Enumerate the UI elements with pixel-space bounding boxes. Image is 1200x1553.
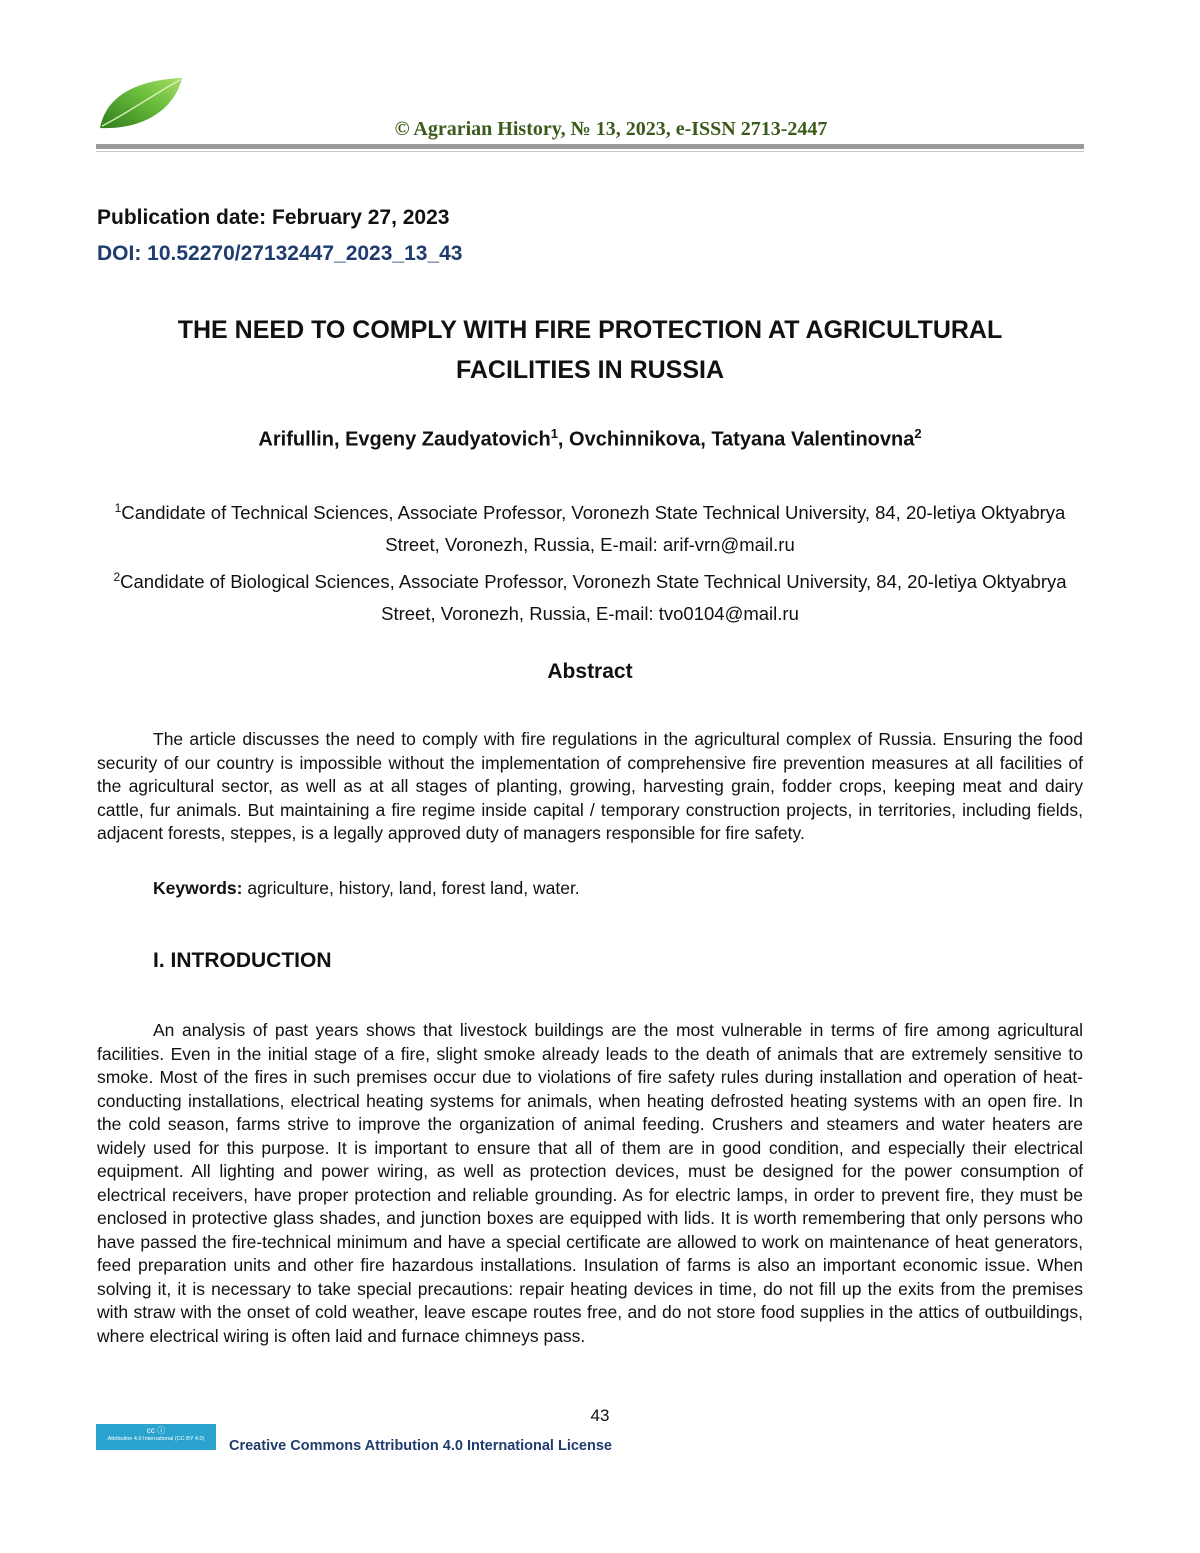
abstract-heading: Abstract xyxy=(547,660,633,683)
abstract-text: The article discusses the need to comply with fire regulations in the agricultural complex of Russia. Ensuring the food security of our country is impossible without the implementation of comprehensive fire prevention measures at all facilities of the agricultural sector, as well as at all stages of planting, growing, harvesting grain, fodder crops, keeping meat and dairy cattle, fur animals. But maintaining a fire regime inside capital / temporary construction projects, in territories, including fields, adjacent forests, steppes, is a legally approved duty of managers responsible for fire safety. xyxy=(97,729,1083,843)
keywords-label: Keywords: xyxy=(153,878,243,898)
header-rule xyxy=(96,144,1084,149)
affiliations xyxy=(100,492,1080,630)
affiliation-marker: 1 xyxy=(114,501,122,515)
author-affiliation-marker: 2 xyxy=(914,426,922,441)
affiliation xyxy=(100,492,1080,561)
author-name: Ovchinnikova, Tatyana Valentinovna xyxy=(569,428,915,451)
author-separator: , xyxy=(557,428,570,451)
paper-title: THE NEED TO COMPLY WITH FIRE PROTECTION AT AGRICULTURAL FACILITIES IN RUSSIA xyxy=(177,316,1003,384)
affiliation xyxy=(100,561,1080,630)
author-name: Arifullin, Evgeny Zaudyatovich xyxy=(258,428,551,451)
cc-badge-text: Attribution 4.0 International (CC BY 4.0) xyxy=(107,1436,205,1442)
header-rule-thin xyxy=(96,151,1084,152)
license-link[interactable]: Creative Commons Attribution 4.0 International License xyxy=(229,1438,612,1454)
cc-by-icon: cc ⓘ xyxy=(146,1426,166,1435)
author-list xyxy=(0,426,1180,452)
keywords xyxy=(153,878,580,899)
keywords-text: agriculture, history, land, forest land, water. xyxy=(242,878,580,898)
affiliation-text: Candidate of Technical Sciences, Associate Professor, Voronezh State Technical University, 84, 20-letiya Oktyabrya Street, Voronezh, Russia, E-mail: arif-vrn@mail.ru xyxy=(121,502,1066,556)
publication-date: Publication date: February 27, 2023 xyxy=(97,206,450,229)
affiliation-marker: 2 xyxy=(113,570,121,585)
author-affiliation-marker: 1 xyxy=(550,426,558,441)
journal-header: © Agrarian History, № 13, 2023, e-ISSN 2713-2447 xyxy=(394,118,828,140)
doi-link[interactable]: DOI: 10.52270/27132447_2023_13_43 xyxy=(97,242,463,265)
affiliation-text: Candidate of Biological Sciences, Associate Professor, Voronezh State Technical University, 84, 20-letiya Oktyabrya Street, Voronezh, Russia, E-mail: tvo0104@mail.ru xyxy=(120,571,1067,625)
section-heading-introduction: I. INTRODUCTION xyxy=(153,949,332,972)
cc-license-badge[interactable] xyxy=(96,1424,216,1450)
page-number: 43 xyxy=(590,1406,610,1425)
introduction-text: An analysis of past years shows that livestock buildings are the most vulnerable in terms of fire among agricultural facilities. Even in the initial stage of a fire, slight smoke already leads to the death of animals that are extremely sensitive to smoke. Most of the fires in such premises occur due to violations of fire safety rules during installation and operation of heat-conducting installations, electrical heating systems for animals, when heating defrosted heating systems with an open fire. In the cold season, farms strive to improve the organization of animal feeding. Crushers and steamers and water heaters are widely used for this purpose. It is important to ensure that all of them are in good condition, and especially their electrical equipment. All lighting and power wiring, as well as protection devices, must be designed for the power consumption of electrical receivers, have proper protection and reliable grounding. As for electric lamps, in order to prevent fire, they must be enclosed in protective glass shades, and junction boxes are equipped with lids. It is worth remembering that only persons who have passed the fire-technical minimum and have a special certificate are allowed to work on maintenance of heat generators, feed preparation units and other fire hazardous installations. Insulation of farms is also an important economic issue. When solving it, it is necessary to take special precautions: repair heating devices in time, do not fill up the exits from the premises with straw with the onset of cold weather, leave escape routes free, and do not store food supplies in the attics of outbuildings, where electrical wiring is often laid and furnace chimneys pass. xyxy=(97,1020,1083,1346)
